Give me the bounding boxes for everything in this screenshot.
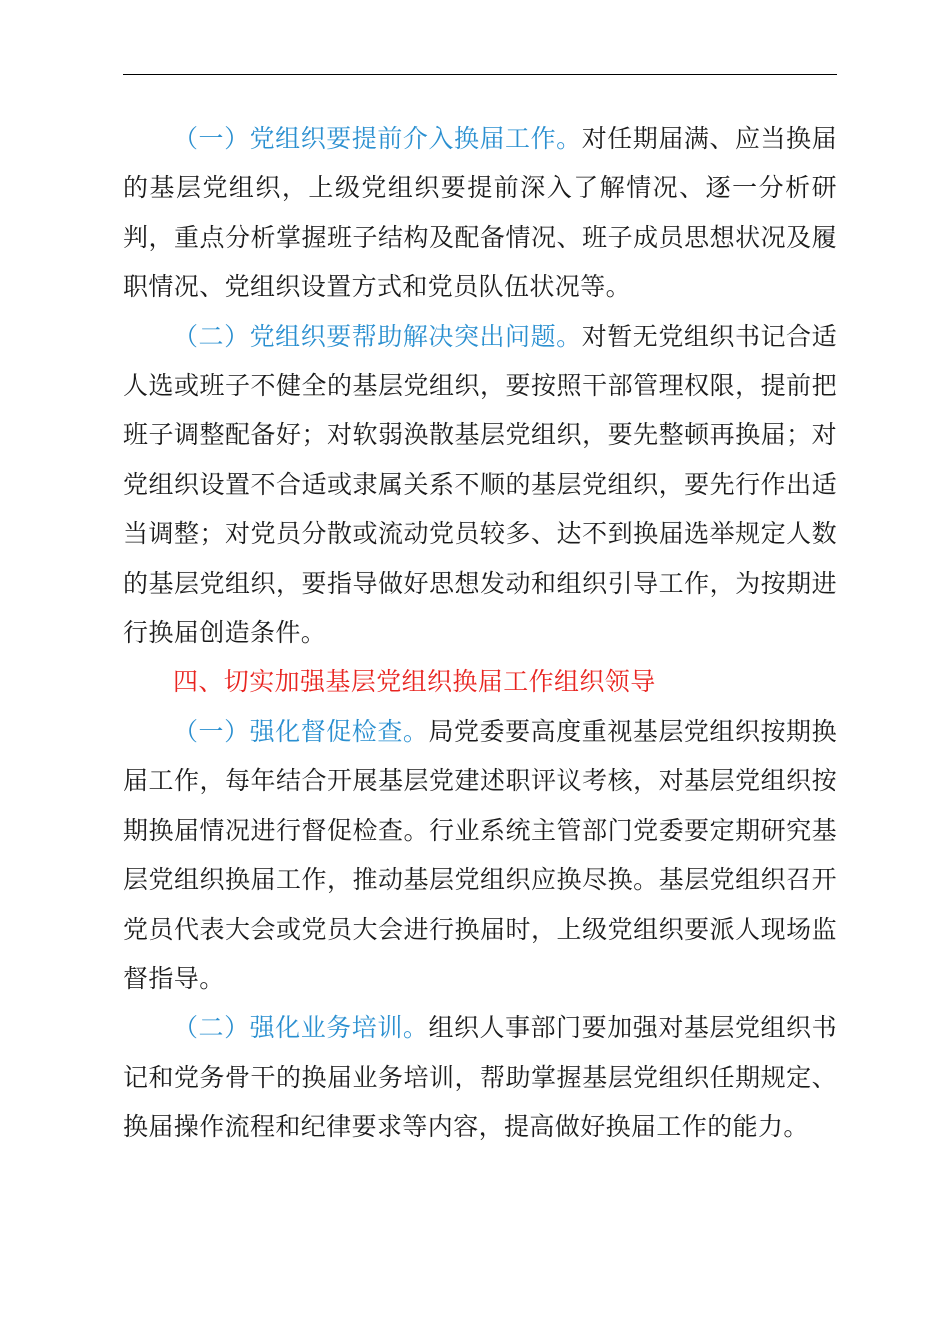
- subheading-early-intervention: （一）党组织要提前介入换届工作。: [173, 124, 582, 153]
- paragraph-solve-problems: [123, 312, 837, 658]
- paragraph-supervision: [123, 707, 837, 1003]
- section-heading-four: 四、切实加强基层党组织换届工作组织领导: [173, 667, 656, 697]
- paragraph-body: 对任期届满、应当换届的基层党组织，上级党组织要提前深入了解情况、逐一分析研判，重点分析掌握班子结构及配备情况、班子成员思想状况及履职情况、党组织设置方式和党员队伍状况等。: [123, 124, 837, 302]
- document-body: [123, 114, 837, 1152]
- paragraph-training: [123, 1003, 837, 1151]
- paragraph-body: 组织人事部门要加强对基层党组织书记和党务骨干的换届业务培训，帮助掌握基层党组织任期规定、换届操作流程和纪律要求等内容，提高做好换届工作的能力。: [123, 1013, 837, 1142]
- header-rule: [123, 74, 837, 75]
- paragraph-body: 局党委要高度重视基层党组织按期换届工作，每年结合开展基层党建述职评议考核，对基层党组织按期换届情况进行督促检查。行业系统主管部门党委要定期研究基层党组织换届工作，推动基层党组织应换尽换。基层党组织召开党员代表大会或党员大会进行换届时，上级党组织要派人现场监督指导。: [123, 716, 837, 993]
- paragraph-body: 对暂无党组织书记合适人选或班子不健全的基层党组织，要按照干部管理权限，提前把班子调整配备好；对软弱涣散基层党组织，要先整顿再换届；对党组织设置不合适或隶属关系不顺的基层党组织，要先行作出适当调整；对党员分散或流动党员较多、达不到换届选举规定人数的基层党组织，要指导做好思想发动和组织引导工作，为按期进行换届创造条件。: [123, 321, 837, 648]
- subheading-supervision: （一）强化督促检查。: [173, 716, 429, 746]
- subheading-solve-problems: （二）党组织要帮助解决突出问题。: [173, 321, 582, 351]
- subheading-training: （二）强化业务培训。: [173, 1013, 429, 1043]
- paragraph-early-intervention: [123, 114, 837, 312]
